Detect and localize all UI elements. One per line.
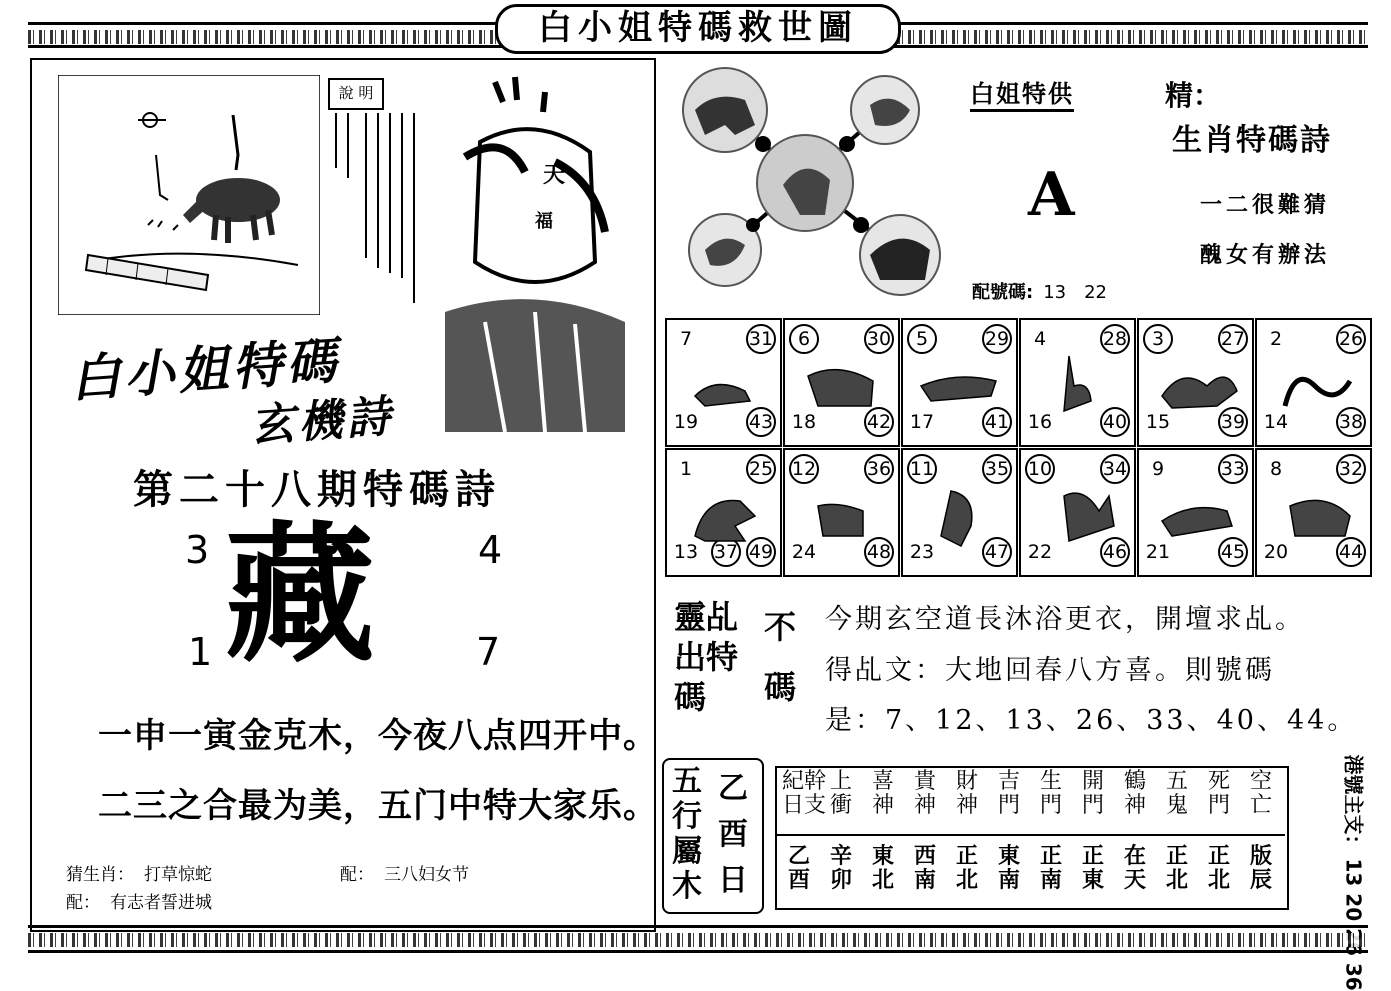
bottom-pattern-band: [28, 933, 1368, 947]
zodiac-number: 47: [982, 537, 1012, 567]
zodiac-number: 24: [791, 541, 817, 563]
zodiac-poem-line-2: 醜女有辦法: [1200, 242, 1331, 268]
almanac-value: 西南: [913, 843, 936, 893]
zodiac-number: 10: [1025, 454, 1055, 484]
almanac-column: [1032, 770, 1070, 892]
zodiac-number: 21: [1145, 541, 1171, 563]
poem-line-2: 二三之合最为美，五门中特大家乐。: [98, 786, 658, 826]
almanac-column: [1242, 770, 1280, 892]
zodiac-number: 38: [1336, 407, 1366, 437]
zodiac-number: 46: [1100, 537, 1130, 567]
pair-numbers-label: 配號碼:: [972, 282, 1034, 303]
guess-label: 猜生肖：: [66, 865, 134, 885]
zodiac-number: 41: [982, 407, 1012, 437]
pair-numbers-row: [972, 278, 1107, 304]
zodiac-number: 14: [1263, 411, 1289, 433]
seal-stamp: [672, 595, 797, 720]
guess-zodiac: [66, 860, 212, 885]
period-title: 第二十八期特碼詩: [133, 466, 501, 513]
snake-icon: [1265, 346, 1365, 426]
zodiac-number: 28: [1100, 324, 1130, 354]
almanac-column: [1116, 770, 1154, 892]
almanac-value: 正北: [955, 843, 978, 893]
zodiac-number: 49: [746, 537, 776, 567]
zodiac-number: 22: [1027, 541, 1053, 563]
almanac-column: [1074, 770, 1112, 892]
pair-clue-2: [66, 888, 212, 913]
rat-icon: [675, 346, 775, 426]
almanac-column: [1200, 770, 1238, 892]
almanac-column: [864, 770, 902, 892]
rabbit-icon: [1029, 346, 1129, 426]
zodiac-number: 11: [907, 454, 937, 484]
zodiac-number: 16: [1027, 411, 1053, 433]
almanac-heading: 空亡: [1249, 769, 1272, 818]
corner-number-top-right: 4: [478, 528, 503, 572]
zodiac-number: 48: [864, 537, 894, 567]
zodiac-number: 18: [791, 411, 817, 433]
prophecy-line-2: 得乩文：大地回春八方喜。則號碼: [825, 655, 1275, 686]
poem-line-1: 一申一寅金克木，今夜八点四开中。: [98, 716, 658, 756]
zodiac-number: 4: [1033, 328, 1047, 350]
zodiac-cell-dragon: [1137, 318, 1254, 447]
almanac-column: [906, 770, 944, 892]
pair2-label: 配：: [66, 893, 100, 913]
almanac-heading: 上衝: [829, 769, 852, 818]
almanac-heading: 生門: [1039, 769, 1062, 818]
corner-number-bottom-right: 7: [476, 630, 501, 674]
guess-value: 打草惊蛇: [144, 865, 212, 885]
almanac-value: 東南: [997, 843, 1020, 893]
almanac-column: [822, 770, 860, 892]
bottom-rule: [28, 925, 1368, 928]
zodiac-number: 1: [679, 458, 693, 480]
almanac-heading: 紀幹日支: [781, 769, 826, 818]
zodiac-cell-rat: [665, 318, 782, 447]
seal-col-2: 碼: [764, 668, 797, 706]
zodiac-number: 25: [746, 454, 776, 484]
almanac-column: [948, 770, 986, 892]
almanac-value: 版辰: [1249, 843, 1272, 893]
hk-label: 港號主支：: [1341, 754, 1366, 855]
note-title: 說 明: [328, 78, 384, 110]
zodiac-number: 42: [864, 407, 894, 437]
almanac-heading: 五鬼: [1165, 769, 1188, 818]
zodiac-number: 26: [1336, 324, 1366, 354]
zodiac-number: 8: [1269, 458, 1283, 480]
pair-label: 配：: [340, 865, 374, 885]
dog-icon: [1147, 476, 1247, 556]
almanac-value: 辛卯: [829, 843, 852, 893]
zodiac-number: 13: [673, 541, 699, 563]
zodiac-poem-line-1: 一二很難猜: [1200, 192, 1331, 218]
seal-col-1: 不: [764, 608, 797, 646]
zodiac-cell-ox: [783, 318, 900, 447]
almanac-value: 東北: [871, 843, 894, 893]
banner-line-2: 玄機詩: [248, 391, 396, 452]
bottom-rule-2: [28, 950, 1368, 953]
zodiac-number: 31: [746, 324, 776, 354]
hk-numbers-block: [1341, 755, 1370, 915]
zodiac-number: 30: [864, 324, 894, 354]
almanac-heading: 貴神: [913, 769, 936, 818]
almanac-heading: 財神: [955, 769, 978, 818]
zodiac-number: 17: [909, 411, 935, 433]
zodiac-cell-goat: [783, 448, 900, 577]
almanac-heading: 開門: [1081, 769, 1104, 818]
almanac-column: [1158, 770, 1196, 892]
zodiac-number: 3: [1143, 324, 1173, 354]
zodiac-number: 43: [746, 407, 776, 437]
zodiac-cell-rabbit: [1019, 318, 1136, 447]
almanac-column: [990, 770, 1028, 892]
pair-clue: [340, 860, 469, 885]
tiger-icon: [911, 346, 1011, 426]
zodiac-number: 7: [679, 328, 693, 350]
dragon-icon: [1147, 346, 1247, 426]
zodiac-number: 39: [1218, 407, 1248, 437]
almanac-heading: 吉門: [997, 769, 1020, 818]
zodiac-cell-monkey: [901, 448, 1018, 577]
note-text-block: [326, 108, 426, 308]
zodiac-number: 19: [673, 411, 699, 433]
almanac-heading: 鶴神: [1123, 769, 1146, 818]
zodiac-number: 9: [1151, 458, 1165, 480]
zodiac-cell-dog: [1137, 448, 1254, 577]
zodiac-cell-snake: [1255, 318, 1372, 447]
five-elements-text: 五行屬木: [672, 764, 702, 904]
zodiac-number: 45: [1218, 537, 1248, 567]
zodiac-number: 33: [1218, 454, 1248, 484]
goat-icon: [793, 476, 893, 556]
svg-text:福: 福: [535, 211, 553, 232]
svg-text:天: 天: [543, 162, 566, 188]
rooster-icon: [1029, 476, 1129, 556]
almanac-value: 乙酉: [787, 843, 810, 893]
zodiac-number: 20: [1263, 541, 1289, 563]
pig-icon: [1265, 476, 1365, 556]
seal-text: 靈乩出特碼: [674, 598, 739, 716]
zodiac-cell-pig: [1255, 448, 1372, 577]
big-character: 藏: [225, 507, 376, 683]
jing-label: 精：: [1165, 79, 1222, 112]
almanac-value: 在天: [1123, 843, 1146, 893]
zodiac-number: 6: [789, 324, 819, 354]
zodiac-number: 32: [1336, 454, 1366, 484]
zodiac-network-diagram: [675, 65, 945, 305]
zodiac-number: 44: [1336, 537, 1366, 567]
zodiac-number: 34: [1100, 454, 1130, 484]
corner-number-top-left: 3: [185, 528, 210, 572]
big-glyph: A: [1028, 160, 1075, 230]
pair2-value: 有志者誓进城: [110, 893, 212, 913]
zodiac-cell-tiger: [901, 318, 1018, 447]
zodiac-poem-title: 生肖特碼詩: [1172, 123, 1332, 158]
prophecy-line-3: 是：7、12、13、26、33、40、44。: [825, 705, 1358, 736]
almanac-value: 正北: [1165, 843, 1188, 893]
buffalo-illustration: [58, 75, 320, 315]
page-title: 白小姐特碼救世圖: [495, 4, 901, 54]
horse-icon: [675, 476, 775, 556]
prophecy-line-1: 今期玄空道長沐浴更衣，開壇求乩。: [825, 604, 1305, 635]
banner-line-1: 白小姐特碼: [68, 330, 342, 409]
almanac-heading: 死門: [1207, 769, 1230, 818]
special-label: 白姐特供: [970, 74, 1074, 112]
zodiac-number: 35: [982, 454, 1012, 484]
pair-numbers-value: 13 22: [1043, 282, 1108, 303]
zodiac-number: 2: [1269, 328, 1283, 350]
zodiac-number: 12: [789, 454, 819, 484]
pair-value: 三八妇女节: [384, 865, 469, 885]
zodiac-number: 5: [907, 324, 937, 354]
day-stem-text: 乙酉日: [718, 771, 748, 898]
zodiac-number: 36: [864, 454, 894, 484]
almanac-column: [780, 769, 826, 893]
ox-icon: [793, 346, 893, 426]
almanac-value: 正北: [1207, 843, 1230, 893]
five-elements-box: [662, 758, 764, 914]
zodiac-number: 27: [1218, 324, 1248, 354]
deity-figure: [425, 62, 645, 442]
zodiac-cell-horse: [665, 448, 782, 577]
corner-number-bottom-left: 1: [188, 630, 213, 674]
monkey-icon: [911, 476, 1011, 556]
zodiac-number: 40: [1100, 407, 1130, 437]
zodiac-number: 29: [982, 324, 1012, 354]
zodiac-number: 37: [711, 537, 741, 567]
zodiac-cell-rooster: [1019, 448, 1136, 577]
almanac-value: 正東: [1081, 843, 1104, 893]
almanac-value: 正南: [1039, 843, 1062, 893]
zodiac-number: 15: [1145, 411, 1171, 433]
almanac-heading: 喜神: [871, 769, 894, 818]
zodiac-number: 23: [909, 541, 935, 563]
